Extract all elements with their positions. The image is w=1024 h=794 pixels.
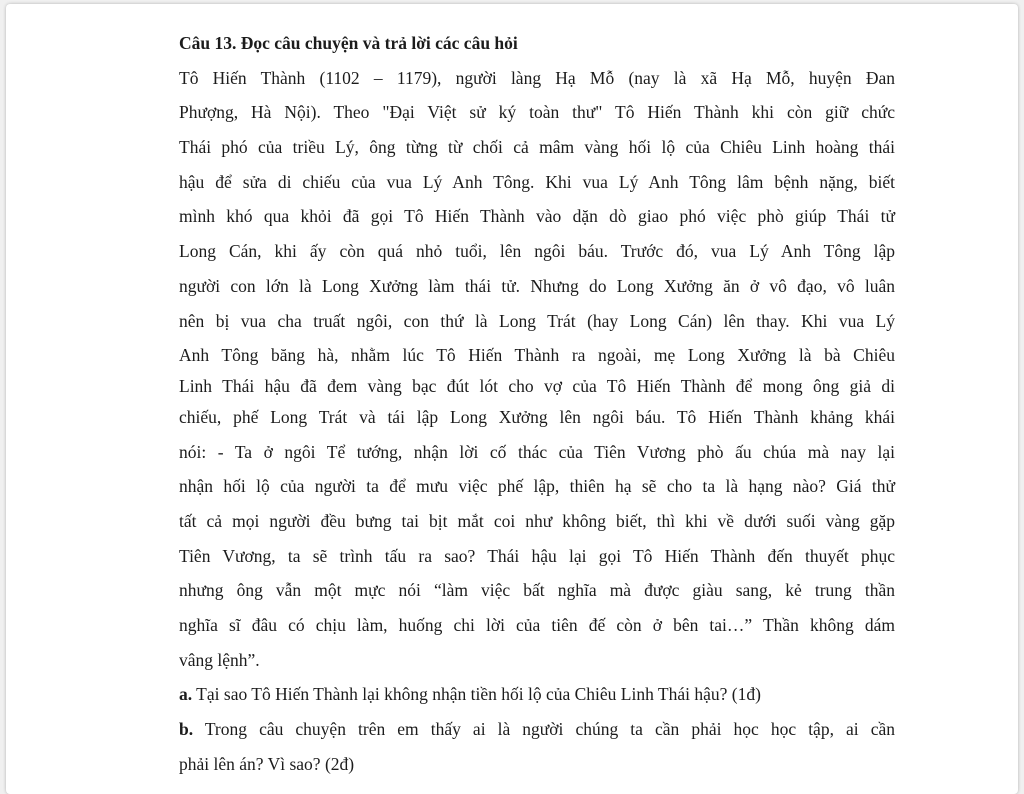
story-line: nghĩa sĩ đâu có chịu làm, huống chi lời của tiên đế còn ở bên tai…” Thần không dám [179,615,895,635]
question-b-continuation: phải lên án? Vì sao? (2đ) [179,753,355,774]
question-a-text: Tại sao Tô Hiến Thành lại không nhận tiền hối lộ của Chiêu Linh Thái hậu? (1đ) [192,684,761,705]
story-line: Tô Hiến Thành (1102 – 1179), người làng Hạ Mỗ (nay là xã Hạ Mỗ, huyện Đan [179,67,895,88]
question-b-label: b. [179,719,194,740]
question-b-text: Trong câu chuyện trên em thấy ai là người chúng ta cần phải học học tập, ai cần [193,719,895,740]
story-line: hậu để sửa di chiếu của vua Lý Anh Tông. Khi vua Lý Anh Tông lâm bệnh nặng, biết [179,171,895,192]
story-line: mình khó qua khỏi đã gọi Tô Hiến Thành vào dặn dò giao phó việc phò giúp Thái tử [179,206,895,227]
story-line: Phượng, Hà Nội). Theo "Đại Việt sử ký toàn thư" Tô Hiến Thành khi còn giữ chức [179,102,895,123]
question-a [179,677,895,712]
question-b [179,712,895,747]
document-page [6,4,1018,794]
story-line: Linh Thái hậu đã đem vàng bạc đút lót cho vợ của Tô Hiến Thành để mong ông giả di [179,375,895,396]
story-line: người con lớn là Long Xưởng làm thái tử. Nhưng do Long Xưởng ăn ở vô đạo, vô luân [179,275,895,296]
story-line: nên bị vua cha truất ngôi, con thứ là Long Trát (hay Long Cán) lên thay. Khi vua Lý [179,310,895,331]
story-line: Tiên Vương, ta sẽ trình tấu ra sao? Thái hậu lại gọi Tô Hiến Thành đến thuyết phục [179,545,895,566]
document-content [179,26,895,781]
story-line: nhận hối lộ của người ta để mưu việc phế lập, thiên hạ sẽ cho ta là hạng nào? Giá thử [179,476,895,497]
story-line: tất cả mọi người đều bưng tai bịt mắt coi như không biết, thì khi về dưới suối vàng gặp [179,510,895,531]
story-line: Anh Tông băng hà, nhằm lúc Tô Hiến Thành ra ngoài, mẹ Long Xưởng là bà Chiêu [179,345,895,366]
story-line: vâng lệnh”. [179,649,260,670]
story-line: Long Cán, khi ấy còn quá nhỏ tuổi, lên ngôi báu. Trước đó, vua Lý Anh Tông lập [179,241,895,262]
story-line: nói: - Ta ở ngôi Tể tướng, nhận lời cố thác của Tiên Vương phò ấu chúa mà nay lại [179,441,895,462]
story-line: nhưng ông vẫn một mực nói “làm việc bất nghĩa mà được giàu sang, kẻ trung thần [179,580,895,601]
story-line: chiếu, phế Long Trát và tái lập Long Xưởng lên ngôi báu. Tô Hiến Thành khảng khái [179,406,895,427]
story-line: Thái phó của triều Lý, ông từng từ chối cả mâm vàng hối lộ của Chiêu Linh hoàng thái [179,137,895,158]
question-a-label: a. [179,684,193,705]
question-heading: Câu 13. Đọc câu chuyện và trả lời các câu hỏi [179,33,518,53]
story-paragraph [179,61,895,678]
